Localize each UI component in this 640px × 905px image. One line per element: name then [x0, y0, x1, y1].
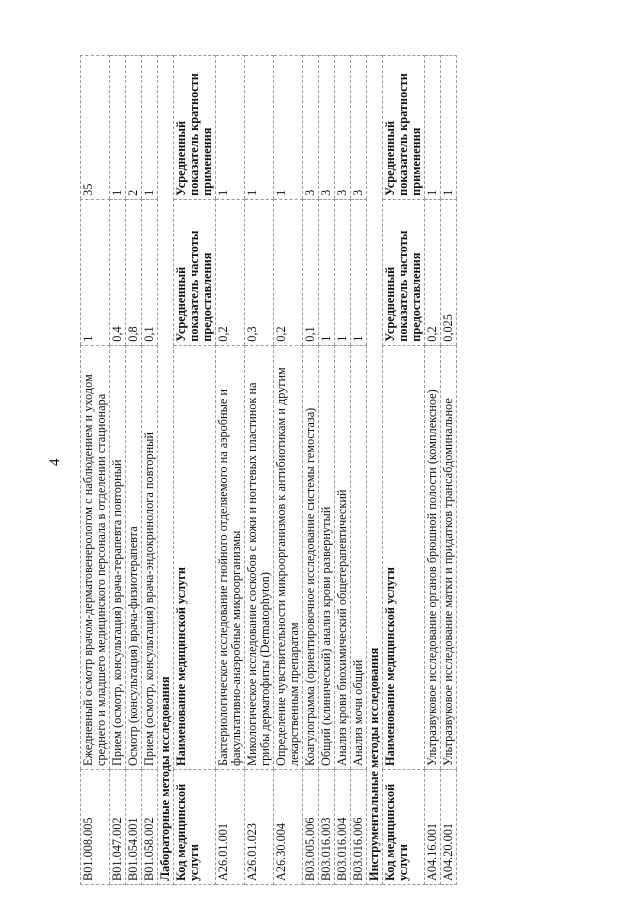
table-header-row: [174, 56, 216, 885]
header-code-cell: Код медицинской услуги: [383, 769, 425, 884]
table-row: [274, 56, 303, 885]
name-cell: Прием (осмотр, консультация) врача-терапевта повторный: [110, 345, 126, 769]
page-number: 4: [47, 458, 63, 466]
multiplicity-cell: 3: [319, 56, 335, 200]
header-multiplicity-cell: Усредненный показатель кратности применения: [174, 56, 216, 200]
table-row: [303, 56, 319, 885]
table-row: [335, 56, 351, 885]
name-cell: Коагулограмма (ориентировочное исследование системы гемостаза): [303, 345, 319, 769]
frequency-cell: 0,1: [303, 199, 319, 345]
multiplicity-cell: 1: [425, 56, 441, 200]
name-cell: Ультразвуковое исследование органов брюшной полости (комплексное): [425, 345, 441, 769]
multiplicity-cell: 1: [245, 56, 274, 200]
section-heading-row: [367, 56, 383, 885]
code-cell: A26.01.001: [216, 769, 245, 884]
header-name-cell: Наименование медицинской услуги: [383, 345, 425, 769]
frequency-cell: 0,1: [142, 199, 158, 345]
frequency-cell: 0,8: [126, 199, 142, 345]
header-frequency-cell: Усредненный показатель частоты предоставления: [174, 199, 216, 345]
section-heading-row: [158, 56, 174, 885]
table-row: [441, 56, 457, 885]
name-cell: Анализ мочи общий: [351, 345, 367, 769]
multiplicity-cell: 1: [274, 56, 303, 200]
frequency-cell: 0,2: [216, 199, 245, 345]
frequency-cell: 0,2: [425, 199, 441, 345]
section-heading: Лабораторные методы исследования: [158, 56, 174, 885]
table-row: [81, 56, 110, 885]
code-cell: B01.054.001: [126, 769, 142, 884]
table-row: [351, 56, 367, 885]
table-row: [126, 56, 142, 885]
code-cell: A04.16.001: [425, 769, 441, 884]
name-cell: Анализ крови биохимический общетерапевтический: [335, 345, 351, 769]
table-header-row: [383, 56, 425, 885]
multiplicity-cell: 1: [110, 56, 126, 200]
name-cell: Ежедневный осмотр врачом-дерматовенерологом с наблюдением и уходом среднего и младшего медицинского персонала в отделении стационара: [81, 345, 110, 769]
code-cell: B03.016.004: [335, 769, 351, 884]
code-cell: B01.058.002: [142, 769, 158, 884]
rotated-page-content: [80, 55, 640, 885]
table-row: [245, 56, 274, 885]
table-row: [319, 56, 335, 885]
code-cell: B01.047.002: [110, 769, 126, 884]
header-name-cell: Наименование медицинской услуги: [174, 345, 216, 769]
name-cell: Общий (клинический) анализ крови развернутый: [319, 345, 335, 769]
multiplicity-cell: 3: [351, 56, 367, 200]
name-cell: Ультразвуковое исследование матки и придатков трансабдоминальное: [441, 345, 457, 769]
frequency-cell: 1: [335, 199, 351, 345]
multiplicity-cell: 3: [303, 56, 319, 200]
header-frequency-cell: Усредненный показатель частоты предоставления: [383, 199, 425, 345]
frequency-cell: 0,025: [441, 199, 457, 345]
code-cell: A26.30.004: [274, 769, 303, 884]
name-cell: Определение чувствительности микроорганизмов к антибиотикам и другим лекарственным препаратам: [274, 345, 303, 769]
section-heading: Инструментальные методы исследования: [367, 56, 383, 885]
header-multiplicity-cell: Усредненный показатель кратности применения: [383, 56, 425, 200]
frequency-cell: 0,3: [245, 199, 274, 345]
table-row: [110, 56, 126, 885]
multiplicity-cell: 1: [216, 56, 245, 200]
table-body: [81, 56, 457, 885]
code-cell: B03.005.006: [303, 769, 319, 884]
code-cell: B01.008.005: [81, 769, 110, 884]
frequency-cell: 1: [351, 199, 367, 345]
frequency-cell: 0,2: [274, 199, 303, 345]
frequency-cell: 0,4: [110, 199, 126, 345]
medical-services-table: [80, 55, 457, 885]
code-cell: B03.016.003: [319, 769, 335, 884]
multiplicity-cell: 35: [81, 56, 110, 200]
frequency-cell: 1: [81, 199, 110, 345]
code-cell: B03.016.006: [351, 769, 367, 884]
multiplicity-cell: 2: [126, 56, 142, 200]
name-cell: Бактериологическое исследование гнойного отделяемого на аэробные и факультативно-анаэробные микроорганизмы: [216, 345, 245, 769]
multiplicity-cell: 1: [441, 56, 457, 200]
name-cell: Прием (осмотр, консультация) врача-эндокринолога повторный: [142, 345, 158, 769]
multiplicity-cell: 1: [142, 56, 158, 200]
multiplicity-cell: 3: [335, 56, 351, 200]
table-row: [142, 56, 158, 885]
header-code-cell: Код медицинской услуги: [174, 769, 216, 884]
name-cell: Осмотр (консультация) врача-физиотерапевта: [126, 345, 142, 769]
table-row: [425, 56, 441, 885]
frequency-cell: 1: [319, 199, 335, 345]
code-cell: A26.01.023: [245, 769, 274, 884]
code-cell: A04.20.001: [441, 769, 457, 884]
name-cell: Микологическое исследование соскобов с кожи и ногтевых пластинок на грибы дерматофиты (Dermatophyton): [245, 345, 274, 769]
table-row: [216, 56, 245, 885]
